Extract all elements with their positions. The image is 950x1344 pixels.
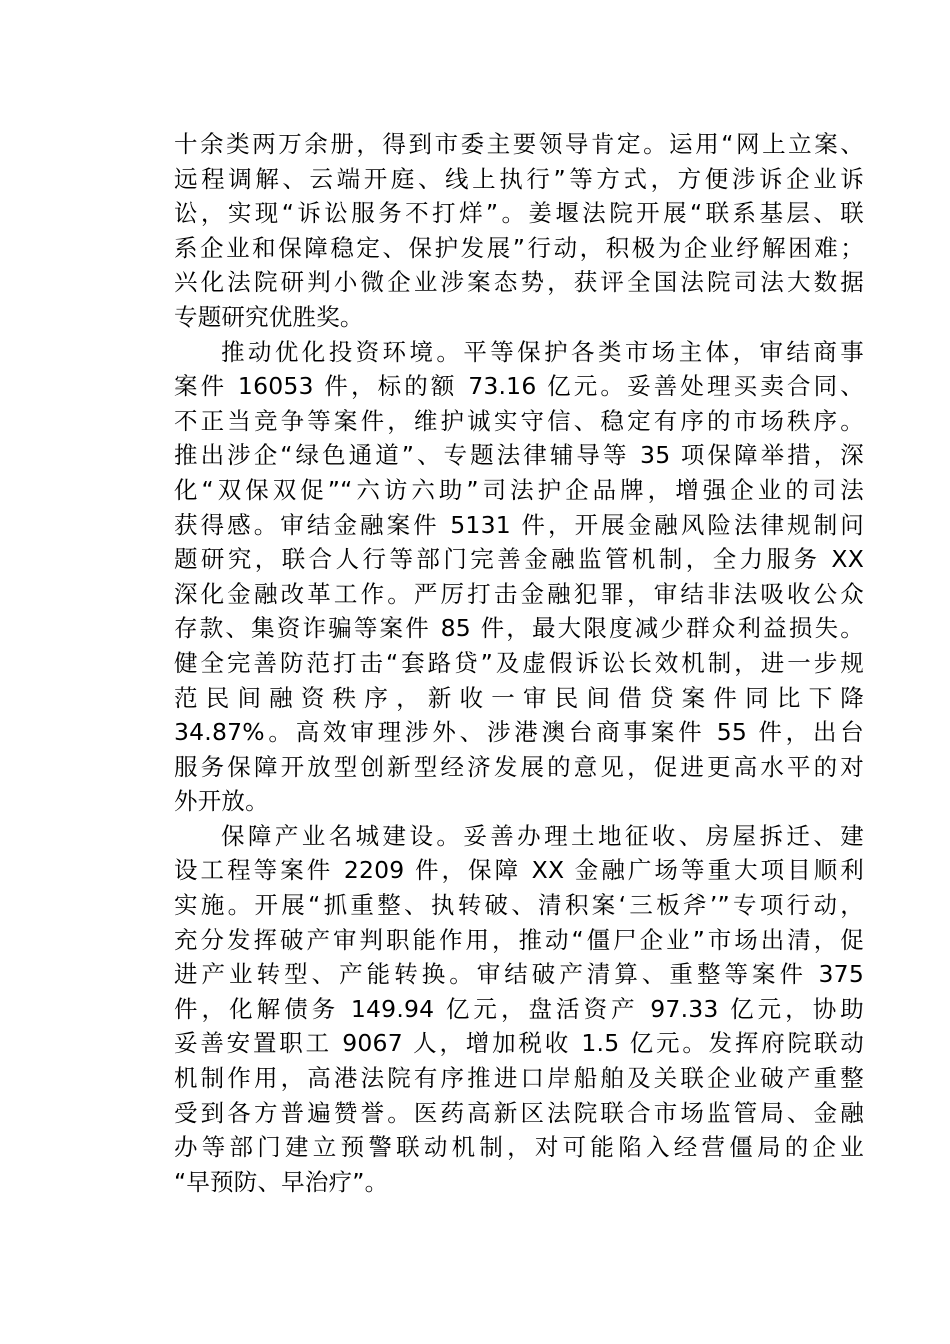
- text-line: 设工程等案件 2209 件，保障 XX 金融广场等重大项目顺利: [174, 856, 864, 885]
- text-line: 实施。开展“抓重整、执转破、清积案‘三板斧’”专项行动，: [174, 891, 864, 920]
- text-line: 远程调解、云端开庭、线上执行”等方式，方便涉诉企业诉: [174, 164, 864, 193]
- text-line: 办等部门建立预警联动机制，对可能陷入经营僵局的企业: [174, 1133, 864, 1162]
- text-line: 案件 16053 件，标的额 73.16 亿元。妥善处理买卖合同、: [174, 372, 864, 401]
- text-line: 十余类两万余册，得到市委主要领导肯定。运用“网上立案、: [174, 130, 864, 158]
- text-line: 获得感。审结金融案件 5131 件，开展金融风险法律规制问: [174, 510, 864, 539]
- text-line: 讼，实现“诉讼服务不打烊”。姜堰法院开展“联系基层、联: [174, 199, 864, 228]
- body-text: [174, 127, 864, 1199]
- text-line: 深化金融改革工作。严厉打击金融犯罪，审结非法吸收公众: [174, 579, 864, 608]
- text-line: 不正当竞争等案件，维护诚实守信、稳定有序的市场秩序。: [174, 406, 864, 435]
- text-line: 推动优化投资环境。平等保护各类市场主体，审结商事: [221, 337, 864, 366]
- text-line: 妥善安置职工 9067 人，增加税收 1.5 亿元。发挥府院联动: [174, 1029, 864, 1058]
- text-line: 外开放。: [174, 787, 269, 816]
- text-line: 服务保障开放型创新型经济发展的意见，促进更高水平的对: [174, 752, 864, 781]
- text-line: 存款、集资诈骗等案件 85 件，最大限度减少群众利益损失。: [174, 614, 864, 643]
- text-line: 化“双保双促”“六访六助”司法护企品牌，增强企业的司法: [174, 475, 864, 504]
- text-line: 保障产业名城建设。妥善办理土地征收、房屋拆迁、建: [221, 821, 864, 850]
- text-line: 推出涉企“绿色通道”、专题法律辅导等 35 项保障举措，深: [174, 441, 864, 470]
- text-line: 件，化解债务 149.94 亿元，盘活资产 97.33 亿元，协助: [174, 994, 864, 1023]
- text-line: 兴化法院研判小微企业涉案态势，获评全国法院司法大数据: [174, 268, 864, 297]
- text-line: 充分发挥破产审判职能作用，推动“僵尸企业”市场出清，促: [174, 925, 864, 954]
- text-line: 范民间融资秩序，新收一审民间借贷案件同比下降: [174, 683, 864, 712]
- text-line: 系企业和保障稳定、保护发展”行动，积极为企业纾解困难；: [174, 233, 864, 262]
- text-line: “早预防、早治疗”。: [174, 1167, 389, 1196]
- text-line: 健全完善防范打击“套路贷”及虚假诉讼长效机制，进一步规: [174, 648, 864, 677]
- text-line: 34.87%。高效审理涉外、涉港澳台商事案件 55 件，出台: [174, 718, 864, 747]
- text-line: 受到各方普遍赞誉。医药高新区法院联合市场监管局、金融: [174, 1098, 864, 1127]
- text-line: 专题研究优胜奖。: [174, 302, 364, 331]
- text-line: 题研究，联合人行等部门完善金融监管机制，全力服务 XX: [174, 545, 864, 574]
- text-line: 进产业转型、产能转换。审结破产清算、重整等案件 375: [174, 960, 864, 989]
- text-line: 机制作用，高港法院有序推进口岸船舶及关联企业破产重整: [174, 1064, 864, 1093]
